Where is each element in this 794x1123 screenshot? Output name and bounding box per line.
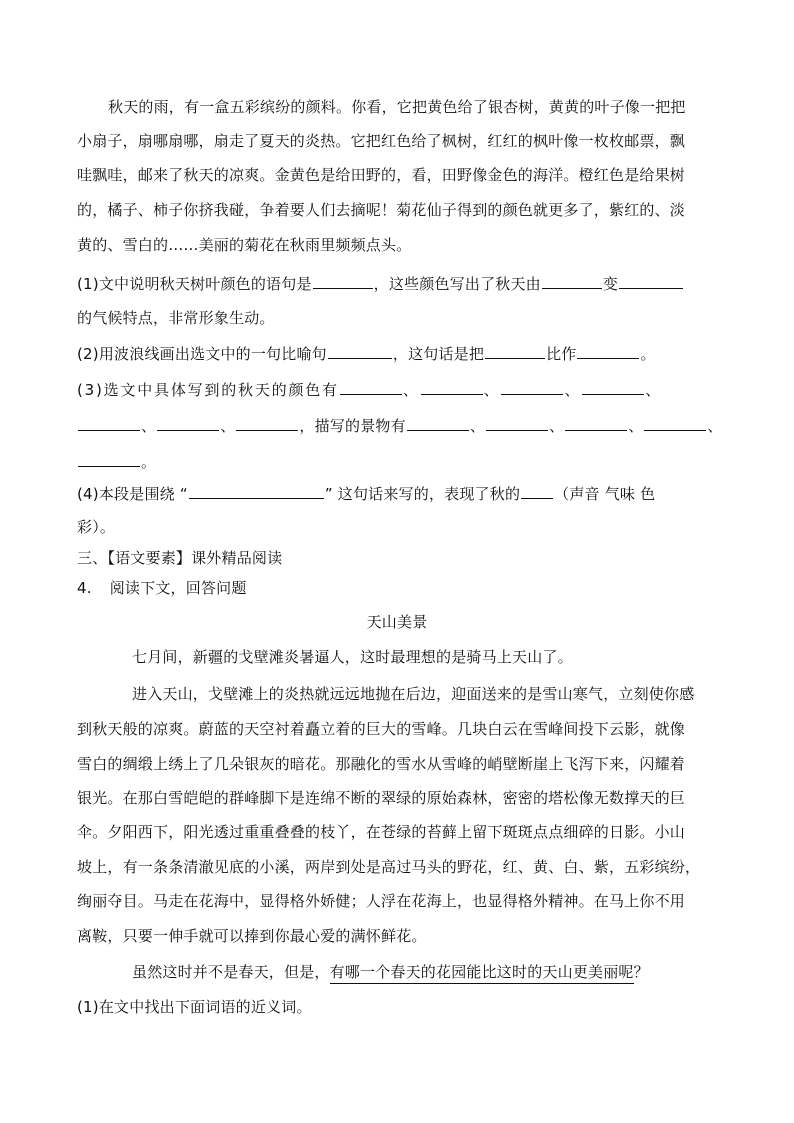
passage1-line: 的，橘子、柿子你挤我碰，争着要人们去摘呢！菊花仙子得到的颜色就更多了，紫红的、淡 [77,201,686,219]
wavy-underlined-sentence: 有哪一个春天的花园能比这时的天山更美丽呢 [330,963,634,984]
passage2-last-line: 虽然这时并不是春天，但是，有哪一个春天的花园能比这时的天山更美丽呢？ [132,961,719,983]
answer-blank[interactable] [313,272,373,289]
answer-blank[interactable] [78,450,140,467]
question-2: (2)用波浪线画出选文中的一句比喻句 ，这句话是把 比作 。 [77,342,719,364]
passage2-line: 雪白的绸缎上绣上了几朵银灰的暗花。那融化的雪水从雪峰的峭壁断崖上飞泻下来，闪耀着 [77,755,686,773]
question-number: (2) [77,345,99,363]
item-number: 4. [77,579,92,597]
passage2-title: 天山美景 [366,613,428,631]
answer-blank[interactable] [619,272,683,289]
answer-blank[interactable] [189,482,324,499]
answer-blank[interactable] [157,414,219,431]
answer-blank[interactable] [486,414,548,431]
answer-blank[interactable] [501,378,563,395]
question-4: (4)本段是围绕 “ ” 这句话来写的，表现了秋的 （声音 气味 色 [77,482,719,504]
answer-blank[interactable] [644,414,706,431]
section-heading: 三、【语文要素】课外精品阅读 [77,549,283,567]
answer-blank[interactable] [485,342,545,359]
answer-blank[interactable] [78,414,140,431]
answer-blank[interactable] [340,378,402,395]
answer-blank[interactable] [577,342,639,359]
answer-blank[interactable] [407,414,469,431]
answer-blank[interactable] [328,342,392,359]
passage2-line: 坡上，有一条条清澈见底的小溪，两岸到处是高过马头的野花，红、黄、白、紫，五彩缤纷， [77,858,701,876]
question-4-cont: 彩）。 [77,518,116,536]
passage2-line: 银光。在那白雪皑皑的群峰脚下是连绵不断的翠绿的原始森林，密密的塔松像无数撑天的巨 [77,789,686,807]
passage1-line: 哇飘哇，邮来了秋天的凉爽。金黄色是给田野的，看，田野像金色的海洋。橙红色是给果树 [77,166,686,184]
question-1-cont: 的气候特点，非常形象生动。 [77,309,275,327]
passage1-line: 秋天的雨，有一盒五彩缤纷的颜料。你看，它把黄色给了银杏树，黄黄的叶子像一把把 [108,98,686,116]
question-5: (1)在文中找出下面词语的近义词。 [77,998,312,1016]
passage1-line: 小扇子，扇哪扇哪，扇走了夏天的炎热。它把红色给了枫树，红红的枫叶像一枚枚邮票，飘 [77,132,686,150]
passage2-line: 七月间，新疆的戈壁滩炎暑逼人，这时最理想的是骑马上天山了。 [132,648,573,666]
question-3-cont: 。 [77,450,719,472]
answer-blank[interactable] [421,378,483,395]
answer-blank[interactable] [542,272,602,289]
question-number: (3) [77,381,104,399]
question-number: (4) [77,485,99,503]
question-1: (1)文中说明秋天树叶颜色的语句是 ，这些颜色写出了秋天由 变 [77,272,719,294]
passage2-line: 离鞍，只要一伸手就可以捧到你最心爱的满怀鲜花。 [77,927,427,945]
answer-blank[interactable] [521,482,553,499]
answer-blank[interactable] [565,414,627,431]
item-4: 4. 阅读下文，回答问题 [77,579,247,597]
question-3-cont: 、 、 ，描写的景物有 、 、 、 、 [77,414,719,436]
passage2-line: 绚丽夺目。马走在花海中，显得格外娇健；人浮在花海上，也显得格外精神。在马上你不用 [77,892,686,910]
passage2-line: 到秋天般的凉爽。蔚蓝的天空衬着矗立着的巨大的雪峰。几块白云在雪峰间投下云影，就像 [77,720,686,738]
answer-blank[interactable] [236,414,298,431]
passage2-line: 进入天山，戈壁滩上的炎热就远远地抛在后边，迎面送来的是雪山寒气，立刻使你感 [132,685,695,703]
question-3: (3)选文中具体写到的秋天的颜色有 、 、 、 、 [77,378,719,400]
passage2-line: 伞。夕阳西下，阳光透过重重叠叠的枝丫，在苍绿的苔藓上留下斑斑点点细碎的日影。小山 [77,823,686,841]
answer-blank[interactable] [582,378,644,395]
question-number: (1) [77,275,99,293]
passage1-line: 黄的、雪白的……美丽的菊花在秋雨里频频点头。 [77,236,412,254]
question-number: (1) [77,998,99,1016]
